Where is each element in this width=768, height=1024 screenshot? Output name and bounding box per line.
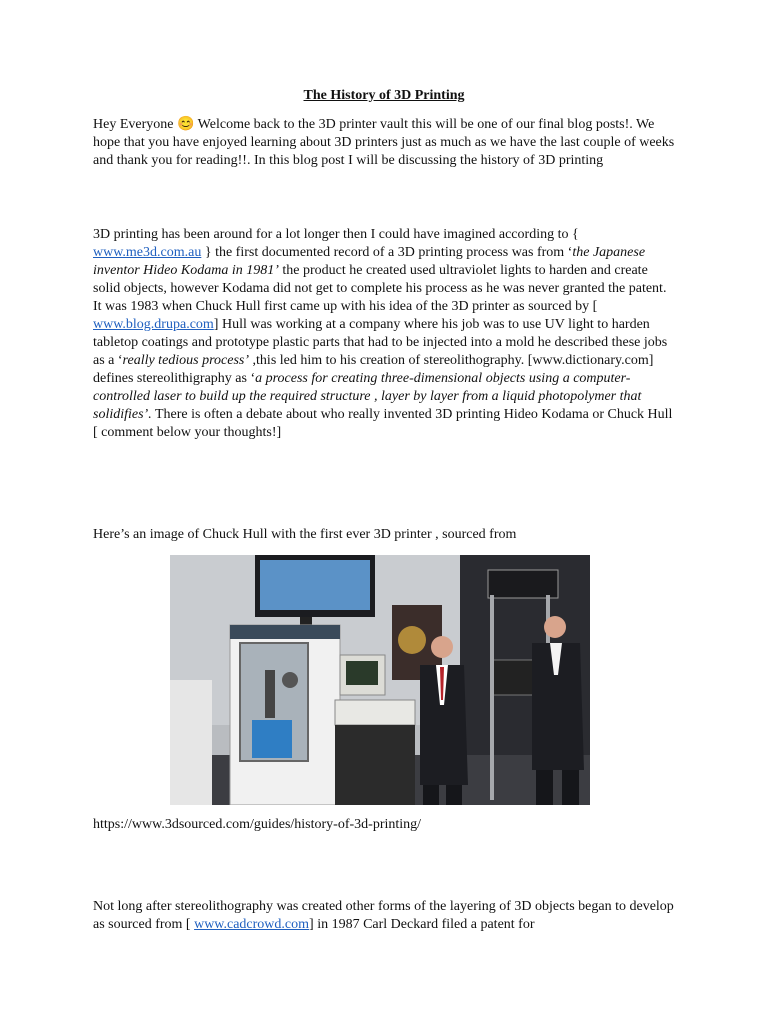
body-text-1: 3D printing has been around for a lot longer then I could have imagined according to { — [93, 227, 579, 242]
body-text-3: the product he created used ultraviolet lights to harden and create solid objects, however Kodama did not get to complete his process as he was never granted the patent. It was 1983 when Chuck Hull first came up with his idea of the 3D printer as sourced by [ — [93, 263, 667, 314]
drupa-link[interactable]: www.blog.drupa.com — [93, 317, 214, 332]
image-source-url[interactable]: https://www.3dsourced.com/guides/history-of-3d-printing/ — [93, 817, 422, 832]
intro-paragraph — [93, 116, 678, 170]
closing-text-2: ] in 1987 Carl Deckard filed a patent for — [309, 917, 535, 932]
kodama-quote: the Japanese inventor Hideo Kodama in 1981’ — [93, 245, 646, 278]
intro-text-b: Welcome back to the 3D printer vault this will be one of our final blog posts!. We hope that you have enjoyed learning about 3D printers just as much as we have the last couple of weeks and thank you for reading!!. In this blog post I will be discussing the history of 3D printing — [93, 117, 675, 168]
smiley-emoji-icon: 😊 — [176, 117, 195, 132]
document-title: The History of 3D Printing — [303, 88, 465, 103]
chuck-hull-photo — [170, 555, 590, 805]
body-text-2: } the first documented record of a 3D printing process was from ‘ — [201, 245, 573, 260]
image-intro-text: Here’s an image of Chuck Hull with the first ever 3D printer , sourced from — [93, 527, 517, 542]
history-paragraph — [93, 226, 678, 442]
closing-paragraph — [93, 898, 678, 934]
body-text-6: There is often a debate about who really invented 3D printing Hideo Kodama or Chuck Hull [ comment below your thoughts!] — [93, 407, 673, 440]
cadcrowd-link[interactable]: www.cadcrowd.com — [194, 917, 310, 932]
me3d-link[interactable]: www.me3d.com.au — [93, 245, 202, 260]
body-text-5: ,this led him to his creation of stereolithography. [www.dictionary.com] defines stereolithigraphy as ‘ — [93, 353, 654, 386]
body-text-4: ] Hull was working at a company where his job was to use UV light to harden tabletop coatings and prototype plastic parts that had to be injected into a mold he described these jobs as a ‘ — [93, 317, 668, 368]
stereolithography-definition: a process for creating three-dimensional objects using a computer-controlled laser to build up the required structure , layer by layer from a liquid photopolymer that solidifies’. — [93, 371, 642, 422]
closing-text-1: Not long after stereolithography was created other forms of the layering of 3D objects began to develop as sourced from [ — [93, 899, 674, 932]
intro-text-a: Hey Everyone — [93, 117, 177, 132]
tedious-quote: really tedious process’ — [122, 353, 250, 368]
